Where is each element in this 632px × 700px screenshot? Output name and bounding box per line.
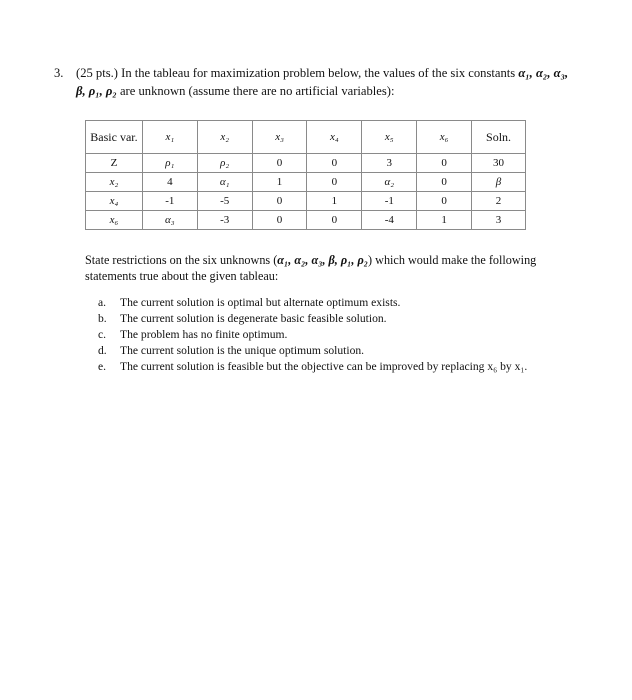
problem-unknowns-alpha: α₁, α₂, α₃, xyxy=(518,66,569,80)
cell: 3 xyxy=(362,154,417,173)
problem-statement xyxy=(54,64,594,100)
item-text: The current solution is the unique optimum solution. xyxy=(120,344,365,357)
cell: ρ₂ xyxy=(197,154,252,173)
tableau-header-row xyxy=(86,121,526,154)
cell: α₃ xyxy=(142,211,197,230)
table-row xyxy=(86,192,526,211)
cell: 0 xyxy=(252,211,307,230)
cell: 1 xyxy=(307,192,362,211)
table-row xyxy=(86,173,526,192)
row-basic-z: Z xyxy=(86,154,143,173)
item-letter: e. xyxy=(98,360,107,373)
problem-unknowns-beta-rho: β, ρ₁, ρ₂ xyxy=(76,84,117,98)
restrictions-paragraph xyxy=(85,252,585,284)
cell: 0 xyxy=(252,154,307,173)
list-item xyxy=(98,295,598,311)
cell: 30 xyxy=(472,154,526,173)
problem-text-line1: (25 pts.) In the tableau for maximization problem below, the values of the six constants xyxy=(76,66,516,80)
item-letter: d. xyxy=(98,344,107,357)
item-text: The current solution is degenerate basic feasible solution. xyxy=(120,312,387,325)
cell: 1 xyxy=(417,211,472,230)
simplex-tableau xyxy=(85,120,526,230)
cell: 0 xyxy=(417,173,472,192)
restrictions-vars: α₁, α₂, α₃, β, ρ₁, ρ₂ xyxy=(277,253,369,267)
item-text: The current solution is feasible but the objective can be improved by replacing x₆ by x₁. xyxy=(120,360,528,373)
list-item xyxy=(98,359,598,375)
cell: -5 xyxy=(197,192,252,211)
item-letter: c. xyxy=(98,328,107,341)
list-item xyxy=(98,327,598,343)
cell: -1 xyxy=(362,192,417,211)
header-x3: x₃ xyxy=(252,121,307,154)
item-letter: b. xyxy=(98,312,107,325)
cell: 1 xyxy=(252,173,307,192)
cell: -1 xyxy=(142,192,197,211)
item-letter: a. xyxy=(98,296,107,309)
cell: ρ₁ xyxy=(142,154,197,173)
cell: -3 xyxy=(197,211,252,230)
cell: β xyxy=(472,173,526,192)
list-item xyxy=(98,343,598,359)
item-text: The current solution is optimal but alternate optimum exists. xyxy=(120,296,401,309)
problem-number: 3. xyxy=(54,66,64,80)
cell: 0 xyxy=(417,192,472,211)
item-text: The problem has no finite optimum. xyxy=(120,328,288,341)
restrictions-prefix: State restrictions on the six unknowns ( xyxy=(85,253,278,267)
cell: α₁ xyxy=(197,173,252,192)
table-row xyxy=(86,154,526,173)
row-basic-x4: x₄ xyxy=(86,192,143,211)
header-soln: Soln. xyxy=(472,121,526,154)
cell: 4 xyxy=(142,173,197,192)
cell: 2 xyxy=(472,192,526,211)
cell: -4 xyxy=(362,211,417,230)
cell: 3 xyxy=(472,211,526,230)
statement-list xyxy=(98,295,598,375)
header-x6: x₆ xyxy=(417,121,472,154)
header-x4: x₄ xyxy=(307,121,362,154)
cell: 0 xyxy=(252,192,307,211)
table-row xyxy=(86,211,526,230)
row-basic-x2: x₂ xyxy=(86,173,143,192)
cell: 0 xyxy=(417,154,472,173)
cell: 0 xyxy=(307,154,362,173)
list-item xyxy=(98,311,598,327)
header-x1: x₁ xyxy=(142,121,197,154)
row-basic-x6: x₆ xyxy=(86,211,143,230)
header-x5: x₅ xyxy=(362,121,417,154)
cell: 0 xyxy=(307,211,362,230)
cell: α₂ xyxy=(362,173,417,192)
cell: 0 xyxy=(307,173,362,192)
header-basic-var: Basic var. xyxy=(86,121,143,154)
header-x2: x₂ xyxy=(197,121,252,154)
restrictions-suffix: ) which would make the following statements true about the given tableau: xyxy=(85,253,537,283)
problem-text-line2: are unknown (assume there are no artificial variables): xyxy=(119,84,395,98)
